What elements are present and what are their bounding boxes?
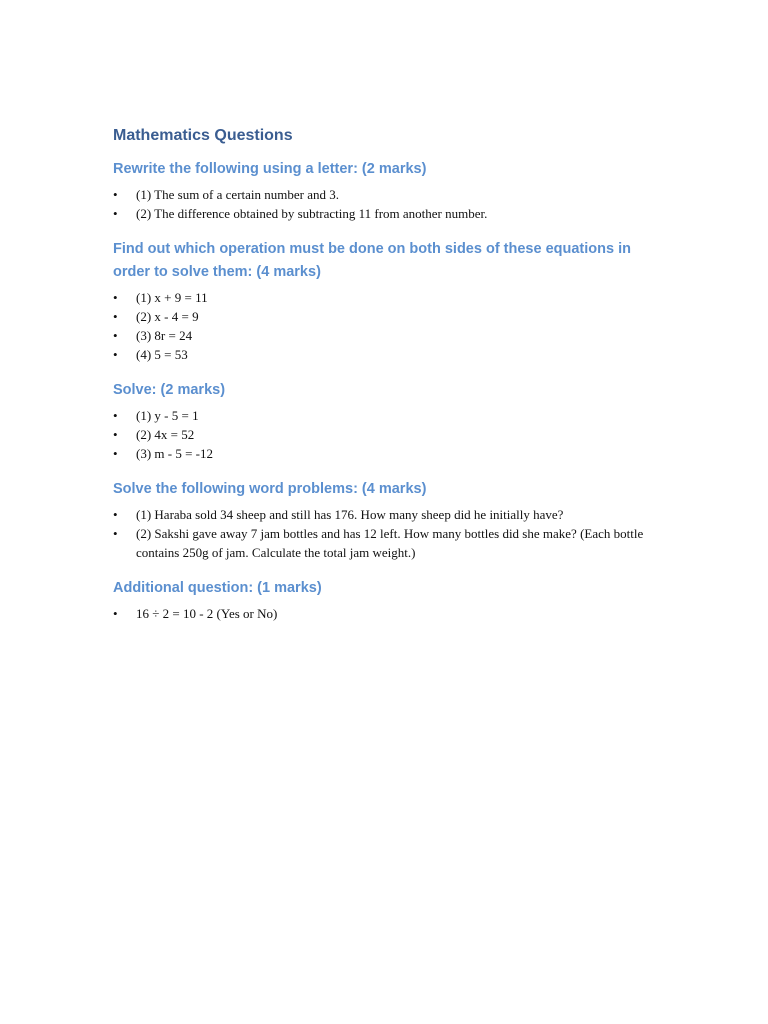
section-heading: Additional question: (1 marks) [113,580,322,596]
document-page [113,120,653,623]
bullet-icon: • [113,206,118,221]
bullet-icon: • [113,347,118,362]
question-text: (2) 4x = 52 [136,427,195,442]
list-item [113,307,653,326]
question-list [113,288,653,364]
bullet-icon: • [113,408,118,423]
list-item [113,425,653,444]
question-text: (2) Sakshi gave away 7 jam bottles and has 12 left. How many bottles did she make? (Each bottle contains 250g of jam. Calculate the total jam weight.) [136,526,644,560]
bullet-icon: • [113,427,118,442]
section-word-problems [113,478,653,562]
question-text: (1) x + 9 = 11 [136,290,208,305]
question-list [113,505,653,562]
bullet-icon: • [113,606,118,621]
bullet-icon: • [113,187,118,202]
bullet-icon: • [113,290,118,305]
section-additional [113,577,653,623]
list-item [113,326,653,345]
section-operations [113,238,653,364]
bullet-icon: • [113,328,118,343]
question-text: (1) The sum of a certain number and 3. [136,187,339,202]
list-item [113,505,653,524]
section-heading: Find out which operation must be done on both sides of these equations in order to solve them: (4 marks) [113,241,631,280]
question-list [113,604,653,623]
bullet-icon: • [113,446,118,461]
question-list [113,185,653,223]
question-text: (2) The difference obtained by subtracting 11 from another number. [136,206,488,221]
question-text: (4) 5 = 53 [136,347,188,362]
section-heading: Solve: (2 marks) [113,382,226,398]
question-text: (2) x - 4 = 9 [136,309,199,324]
section-heading: Rewrite the following using a letter: (2 marks) [113,161,427,177]
question-text: (3) m - 5 = -12 [136,446,214,461]
list-item [113,524,653,562]
list-item [113,345,653,364]
bullet-icon: • [113,507,118,522]
question-text: 16 ÷ 2 = 10 - 2 (Yes or No) [136,606,278,621]
question-text: (1) Haraba sold 34 sheep and still has 176. How many sheep did he initially have? [136,507,564,522]
list-item [113,204,653,223]
document-title: Mathematics Questions [113,127,293,144]
section-heading: Solve the following word problems: (4 marks) [113,481,427,497]
list-item [113,185,653,204]
section-solve [113,379,653,463]
list-item [113,288,653,307]
question-list [113,406,653,463]
question-text: (1) y - 5 = 1 [136,408,199,423]
section-rewrite [113,158,653,223]
bullet-icon: • [113,309,118,324]
bullet-icon: • [113,526,118,541]
list-item [113,406,653,425]
list-item [113,604,653,623]
list-item [113,444,653,463]
question-text: (3) 8r = 24 [136,328,193,343]
